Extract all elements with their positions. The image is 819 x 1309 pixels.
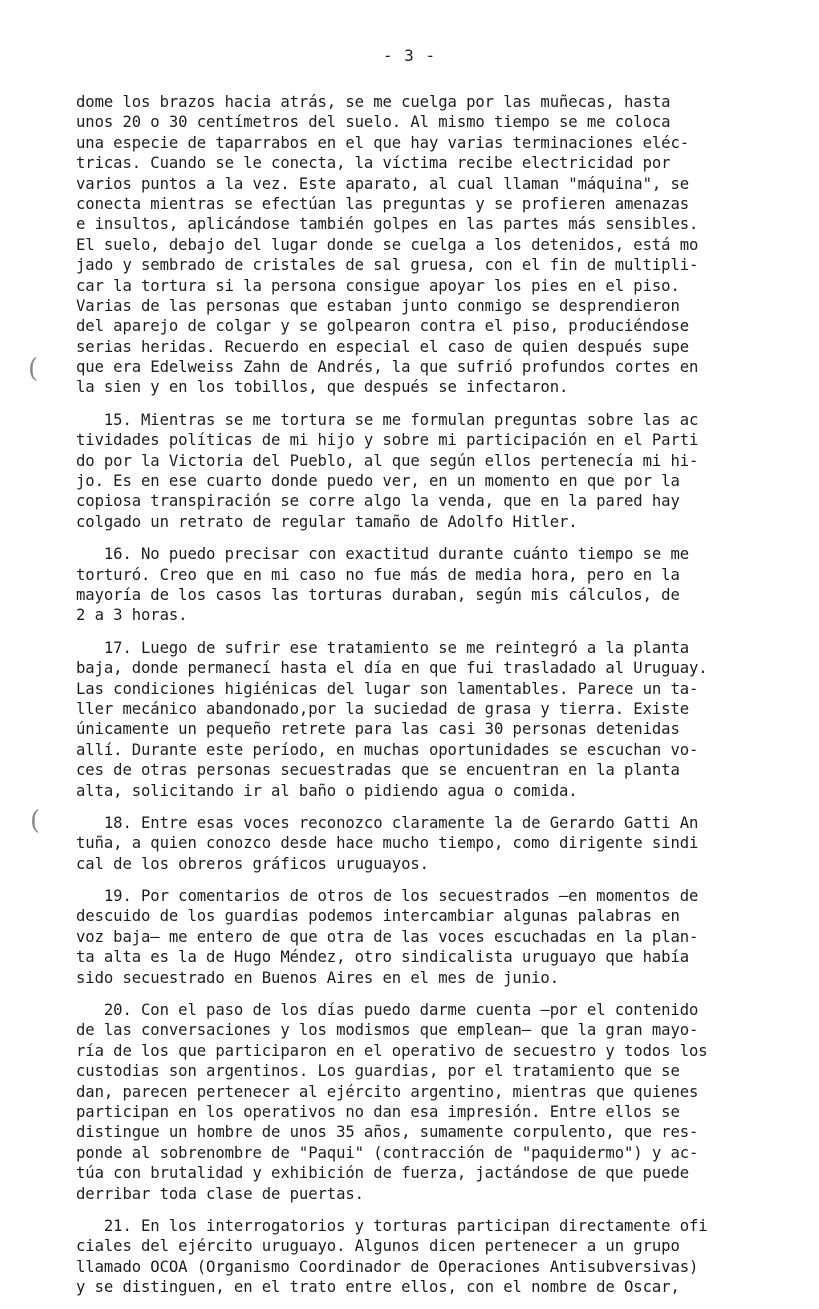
paragraph-15 (76, 410, 756, 532)
text-line: Varias de las personas que estaban junto conmigo se desprendieron (76, 296, 680, 315)
text-line: custodias son argentinos. Los guardias, por el tratamiento que se (76, 1062, 680, 1081)
text-line: 16. No puedo precisar con exactitud durante cuánto tiempo se me (76, 545, 690, 564)
text-line: tuña, a quien conozco desde hace mucho tiempo, como dirigente sindi (76, 834, 699, 853)
page-number: - 3 - (382, 46, 437, 65)
paragraph-20 (76, 1000, 756, 1204)
text-line: varios puntos a la vez. Este aparato, al cual llaman "máquina", se (76, 174, 690, 193)
paragraph-continuation (76, 92, 756, 398)
text-line: 21. En los interrogatorios y torturas participan directamente ofi (76, 1216, 708, 1235)
text-line: ces de otras personas secuestradas que se encuentran en la planta (76, 761, 680, 780)
text-line: copiosa transpiración se corre algo la venda, que en la pared hay (76, 492, 680, 511)
text-line: mayoría de los casos las torturas duraban, según mis cálculos, de (76, 585, 680, 604)
text-line: ller mecánico abandonado,por la suciedad de grasa y tierra. Existe (76, 699, 690, 718)
paragraph-18 (76, 813, 756, 874)
text-line: baja, donde permanecí hasta el día en que fui trasladado al Uruguay. (76, 659, 708, 678)
text-line: cal de los obreros gráficos uruguayos. (76, 854, 429, 873)
text-line: serias heridas. Recuerdo en especial el caso de quien después supe (76, 337, 690, 356)
text-line: car la tortura si la persona consigue apoyar los pies en el piso. (76, 276, 680, 295)
text-line: e insultos, aplicándose también golpes en las partes más sensibles. (76, 215, 699, 234)
paragraph-19 (76, 886, 756, 988)
text-line: jo. Es en ese cuarto donde puedo ver, en un momento en que por la (76, 472, 680, 491)
text-line: dan, parecen pertenecer al ejército argentino, mientras que quienes (76, 1082, 699, 1101)
text-line: participan en los operativos no dan esa impresión. Entre ellos se (76, 1102, 680, 1121)
text-line: 18. Entre esas voces reconozco claramente la de Gerardo Gatti An (76, 813, 699, 832)
text-line: alta, solicitando ir al baño o pidiendo agua o comida. (76, 781, 578, 800)
text-line: de las conversaciones y los modismos que emplean— que la gran mayo- (76, 1021, 699, 1040)
text-line: ría de los que participaron en el operativo de secuestro y todos los (76, 1041, 708, 1060)
margin-bracket-mark: ( (28, 354, 39, 384)
text-line: descuido de los guardias podemos intercambiar algunas palabras en (76, 907, 680, 926)
text-line: conecta mientras se efectúan las preguntas y se profieren amenazas (76, 194, 690, 213)
text-line: voz baja— me entero de que otra de las voces escuchadas en la plan- (76, 927, 699, 946)
text-line: únicamente un pequeño retrete para las casi 30 personas detenidas (76, 720, 680, 739)
text-line: 17. Luego de sufrir ese tratamiento se me reintegró a la planta (76, 638, 690, 657)
margin-bracket-mark: ( (30, 806, 41, 836)
text-line: unos 20 o 30 centímetros del suelo. Al mismo tiempo se me coloca (76, 113, 671, 132)
text-line: 19. Por comentarios de otros de los secuestrados —en momentos de (76, 887, 699, 906)
text-line: 20. Con el paso de los días puedo darme cuenta —por el contenido (76, 1001, 699, 1020)
text-line: torturó. Creo que en mi caso no fue más de media hora, pero en la (76, 565, 680, 584)
paragraph-21 (76, 1216, 756, 1298)
text-line: 15. Mientras se me tortura se me formulan preguntas sobre las ac (76, 410, 699, 429)
paragraph-17 (76, 638, 756, 801)
text-line: do por la Victoria del Pueblo, al que según ellos pertenecía mi hi- (76, 451, 699, 470)
text-line: ta alta es la de Hugo Méndez, otro sindicalista uruguayo que había (76, 948, 690, 967)
text-line: del aparejo de colgar y se golpearon contra el piso, produciéndose (76, 317, 690, 336)
text-line: llamado OCOA (Organismo Coordinador de Operaciones Antisubversivas) (76, 1257, 699, 1276)
text-line: tividades políticas de mi hijo y sobre mi participación en el Parti (76, 431, 699, 450)
text-line: ponde al sobrenombre de "Paqui" (contracción de "paquidermo") y ac- (76, 1143, 699, 1162)
text-line: la sien y en los tobillos, que después se infectaron. (76, 378, 569, 397)
text-line: una especie de taparrabos en el que hay varias terminaciones eléc- (76, 133, 690, 152)
text-line: colgado un retrato de regular tamaño de Adolfo Hitler. (76, 512, 578, 531)
text-line: derribar toda clase de puertas. (76, 1184, 364, 1203)
text-line: 2 a 3 horas. (76, 606, 188, 625)
text-line: dome los brazos hacia atrás, se me cuelga por las muñecas, hasta (76, 93, 671, 111)
text-line: El suelo, debajo del lugar donde se cuelga a los detenidos, está mo (76, 235, 699, 254)
text-line: ciales del ejército uruguayo. Algunos dicen pertenecer a un grupo (76, 1237, 680, 1256)
text-line: y se distinguen, en el trato entre ellos, con el nombre de Oscar, (76, 1278, 680, 1297)
paragraph-16 (76, 544, 756, 626)
document-body (76, 92, 756, 1309)
text-line: sido secuestrado en Buenos Aires en el mes de junio. (76, 968, 559, 987)
text-line: túa con brutalidad y exhibición de fuerza, jactándose de que puede (76, 1164, 690, 1183)
text-line: Las condiciones higiénicas del lugar son lamentables. Parece un ta- (76, 679, 699, 698)
text-line: distingue un hombre de unos 35 años, sumamente corpulento, que res- (76, 1123, 699, 1142)
text-line: jado y sembrado de cristales de sal gruesa, con el fin de multipli- (76, 256, 699, 275)
text-line: allí. Durante este período, en muchas oportunidades se escuchan vo- (76, 740, 699, 759)
text-line: tricas. Cuando se le conecta, la víctima recibe electricidad por (76, 154, 671, 173)
text-line: que era Edelweiss Zahn de Andrés, la que sufrió profundos cortes en (76, 358, 699, 377)
